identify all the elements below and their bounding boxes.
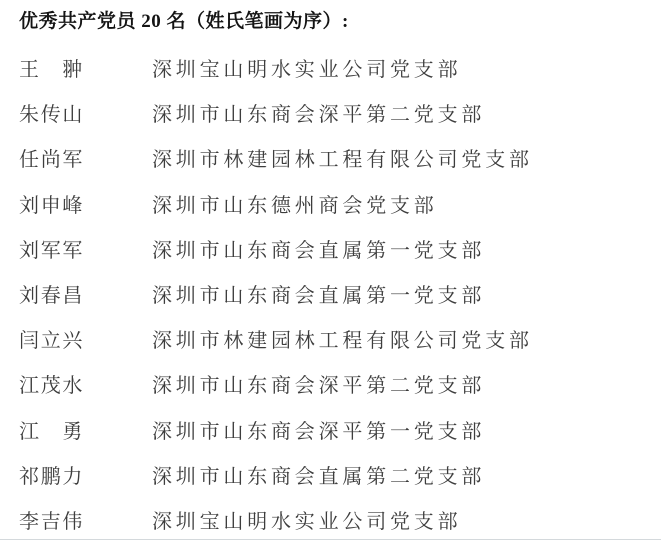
member-name: 江 勇 — [19, 420, 85, 443]
member-branch: 深圳市山东商会深平第二党支部 — [152, 104, 486, 127]
page-title: 优秀共产党员 20 名（姓氏笔画为序）: — [19, 11, 349, 32]
member-row — [19, 181, 661, 226]
member-branch: 深圳市林建园林工程有限公司党支部 — [152, 149, 533, 172]
member-branch: 深圳市山东商会深平第一党支部 — [152, 420, 486, 443]
member-name: 王 翀 — [19, 59, 85, 82]
member-branch: 深圳市山东商会直属第一党支部 — [152, 285, 486, 308]
member-branch: 深圳市山东商会直属第一党支部 — [152, 239, 486, 262]
member-row — [19, 316, 661, 361]
member-name: 闫立兴 — [19, 330, 85, 353]
member-list — [19, 45, 661, 542]
member-name: 刘申峰 — [19, 194, 85, 217]
member-branch: 深圳市山东商会深平第二党支部 — [152, 375, 486, 398]
member-name: 祁鹏力 — [19, 465, 85, 488]
bottom-divider — [0, 539, 661, 540]
member-name: 朱传山 — [19, 104, 85, 127]
member-name: 刘军军 — [19, 239, 85, 262]
member-row — [19, 271, 661, 316]
member-row — [19, 135, 661, 180]
member-branch: 深圳宝山明水实业公司党支部 — [152, 510, 462, 533]
member-row — [19, 361, 661, 406]
member-row — [19, 452, 661, 497]
member-row — [19, 45, 661, 90]
member-branch: 深圳市林建园林工程有限公司党支部 — [152, 330, 533, 353]
member-branch: 深圳市山东商会直属第二党支部 — [152, 465, 486, 488]
member-row — [19, 407, 661, 452]
member-name: 李吉伟 — [19, 510, 85, 533]
member-row — [19, 90, 661, 135]
member-branch: 深圳市山东德州商会党支部 — [152, 194, 438, 217]
member-row — [19, 497, 661, 542]
member-name: 刘春昌 — [19, 285, 85, 308]
member-name: 任尚军 — [19, 149, 85, 172]
member-branch: 深圳宝山明水实业公司党支部 — [152, 59, 462, 82]
member-row — [19, 226, 661, 271]
member-name: 江茂水 — [19, 375, 85, 398]
